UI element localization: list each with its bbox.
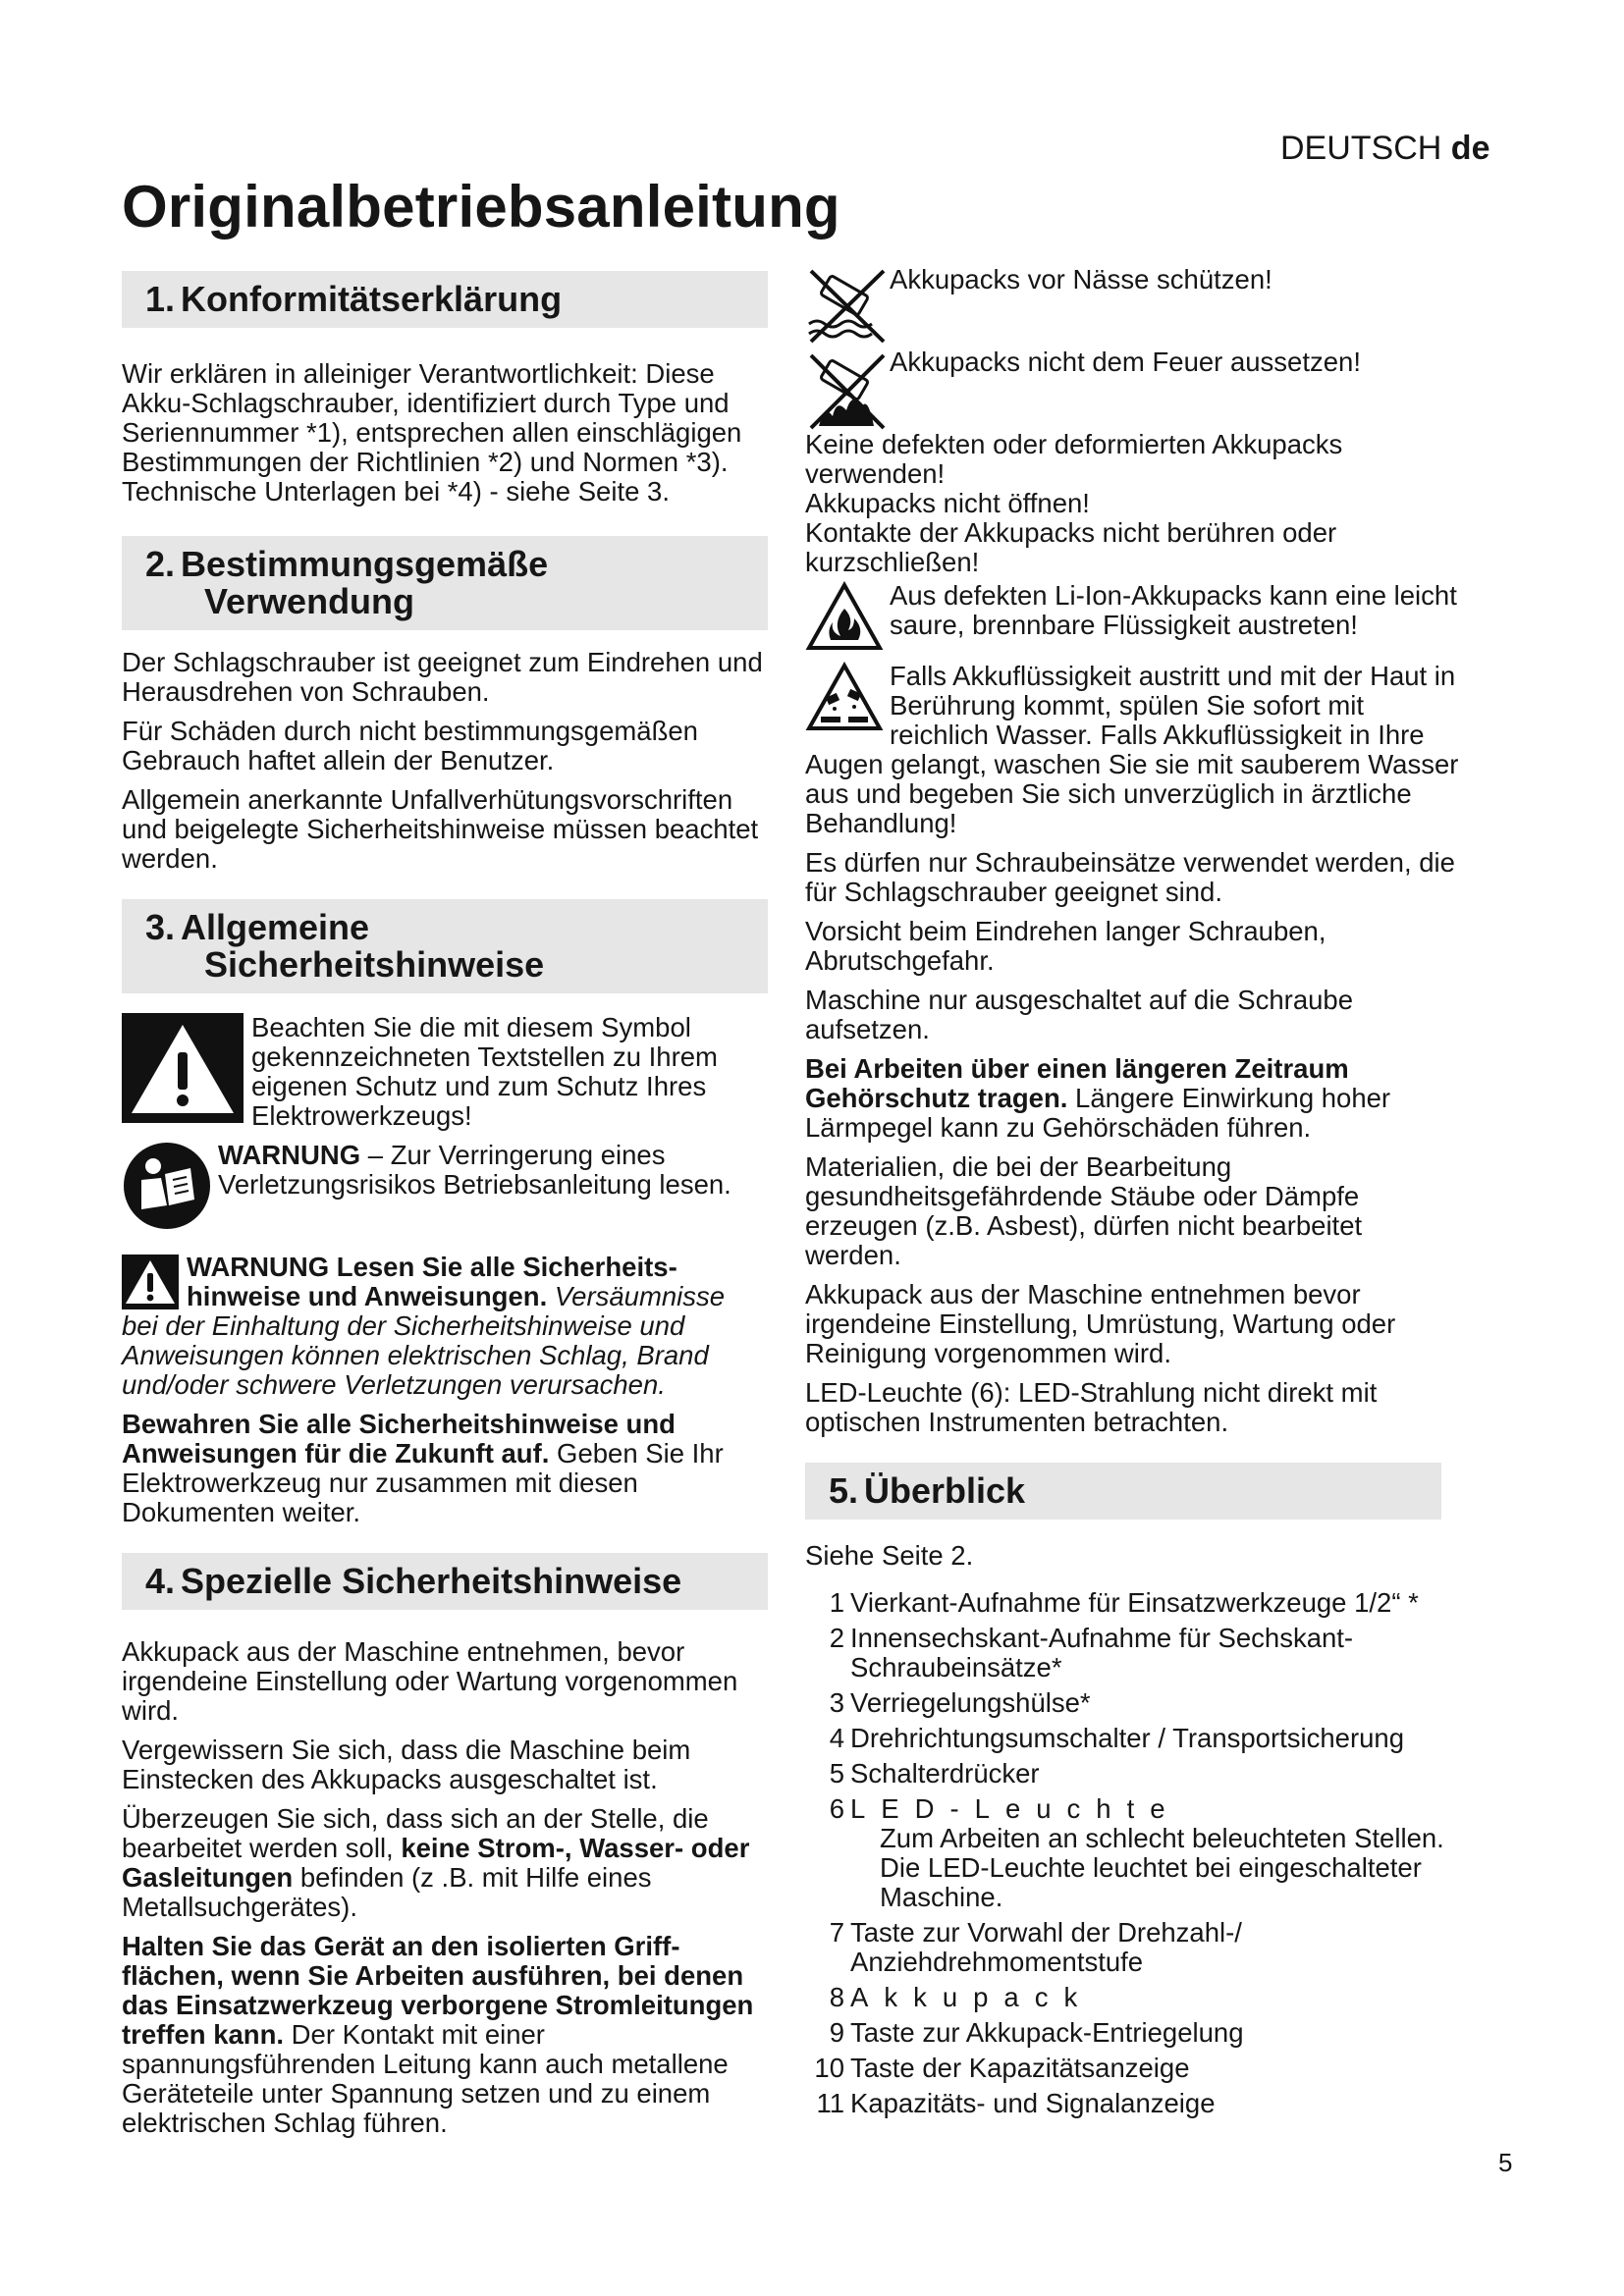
special-safety-text-4-detail: Der Kontakt mit einer spannungsführenden Leitung kann auch metallene Geräteteile unter Spannung setzen und zu einem elektrischen Schlag führen. xyxy=(122,2019,729,2138)
section-title-line2: Verwendung xyxy=(204,581,415,621)
left-column xyxy=(122,271,768,2138)
item-text: Schalterdrücker xyxy=(850,1758,1040,1789)
no-fire-text: Akkupacks nicht dem Feuer aussetzen! xyxy=(890,347,1361,377)
overview-see-page: Siehe Seite 2. xyxy=(805,1540,974,1571)
read-manual-detail: – Zur Verringerung eines Verletzungsrisikos Betriebsanleitung lesen. xyxy=(218,1140,731,1200)
list-item xyxy=(805,1588,1465,1618)
item-number: 6 xyxy=(829,1793,844,1824)
section-number: 2. xyxy=(145,544,176,584)
do-not-open-text: Akkupacks nicht öffnen! xyxy=(805,488,1090,518)
language-label xyxy=(1280,130,1489,168)
intended-use-text-1: Der Schlagschrauber ist geeignet zum Eindrehen und Herausdrehen von Schrauben. xyxy=(122,647,763,707)
liion-fluid-text: Aus defekten Li-Ion-Akkupacks kann eine leicht saure, brennbare Flüssigkeit austreten! xyxy=(890,580,1457,640)
item-number: 1 xyxy=(829,1587,844,1618)
list-item xyxy=(805,2054,1465,2083)
remove-battery-text: Akkupack aus der Maschine entnehmen bevor irgendeine Einstellung, Umrüstung, Wartung oder Reinigung vorgenommen wird. xyxy=(805,1279,1396,1368)
item-text: Vierkant-Aufnahme für Einsatzwerkzeuge 1/2“ * xyxy=(850,1587,1419,1618)
general-warning-italic: Versäumnisse bei der Einhaltung der Sicherheitshinweise und Anweisungen können elektrischen Schlag, Brand und/oder schwere Verletzungen verursachen. xyxy=(122,1281,726,1400)
item-text-block xyxy=(850,1794,1465,1912)
list-item xyxy=(805,1794,1465,1912)
general-warning-block xyxy=(122,1253,768,1400)
hearing-protection-bold: Bei Arbeiten über einen längeren Zeitraum Gehörschutz tragen. xyxy=(805,1053,1349,1113)
section-title: Überblick xyxy=(864,1470,1026,1511)
item-text: Taste zur Akkupack-Entriegelung xyxy=(850,2017,1244,2048)
no-water-row xyxy=(805,263,1465,346)
section-title: Konformitätserklärung xyxy=(181,279,563,319)
switched-off-text: Maschine nur ausgeschaltet auf die Schraube aufsetzen. xyxy=(805,985,1353,1044)
item-number: 11 xyxy=(816,2088,844,2118)
conformity-text: Wir erklären in alleiniger Verantwortlichkeit: Diese Akku-Schlagschrauber, identifiziert durch Type und Seriennummer *1), entsprechen allen einschlägigen Bestimmungen der Richtlinien *2) und Normen *3). Technische Unterlagen bei *4) - siehe Seite 3. xyxy=(122,358,742,507)
special-safety-text-3-bold: keine Strom-, Wasser- oder Gasleitungen xyxy=(122,1833,750,1893)
general-warning-text xyxy=(122,1253,768,1400)
no-fire-icon xyxy=(805,349,890,432)
no-water-icon xyxy=(805,263,890,346)
section-number: 4. xyxy=(145,1561,176,1601)
list-item xyxy=(805,2018,1465,2048)
led-warning-text: LED-Leuchte (6): LED-Strahlung nicht direkt mit optischen Instrumenten betrachten. xyxy=(805,1377,1378,1437)
list-item xyxy=(805,2089,1465,2118)
warning-label: WARNUNG xyxy=(218,1140,361,1170)
dust-text: Materialien, die bei der Bearbeitung gesundheitsgefährdende Stäube oder Dämpfe erzeugen (z.B. Asbest), dürfen nicht bearbeitet werden. xyxy=(805,1151,1363,1270)
page-number: 5 xyxy=(1498,2148,1513,2177)
intended-use-text-3: Allgemein anerkannte Unfallverhütungsvorschriften und beigelegte Sicherheitshinweise müssen beachtet werden. xyxy=(122,784,759,874)
item-number: 7 xyxy=(829,1917,844,1948)
read-manual-icon xyxy=(122,1141,212,1231)
item-text: Verriegelungshülse* xyxy=(850,1687,1091,1718)
fluid-contact-text xyxy=(805,662,1465,838)
item-detail: Zum Arbeiten an schlecht beleuchteten Stellen. Die LED-Leuchte leuchtet bei eingeschalteter Maschine. xyxy=(880,1823,1444,1912)
item-text: Taste zur Vorwahl der Drehzahl-/ Anziehdrehmomentstufe xyxy=(850,1917,1242,1977)
item-text: Drehrichtungsumschalter / Transportsicherung xyxy=(850,1723,1405,1753)
list-item xyxy=(805,1688,1465,1718)
flammable-icon xyxy=(805,581,890,656)
item-text: Kapazitäts- und Signalanzeige xyxy=(850,2088,1216,2118)
item-text: LED-Leuchte xyxy=(850,1793,1181,1824)
hearing-protection-text xyxy=(805,1054,1465,1143)
section-number: 5. xyxy=(829,1470,859,1511)
section-5-heading xyxy=(805,1463,1441,1520)
right-column xyxy=(805,263,1465,2124)
section-2-heading xyxy=(122,536,768,630)
bits-text: Es dürfen nur Schraubeinsätze verwendet werden, die für Schlagschrauber geeignet sind. xyxy=(805,847,1455,907)
item-text: Akkupack xyxy=(850,1982,1094,2012)
special-safety-text-3a: Überzeugen Sie sich, dass sich an der Stelle, die bearbeitet werden soll, xyxy=(122,1803,709,1863)
item-number: 8 xyxy=(829,1982,844,2012)
hearing-protection-detail: Längere Einwirkung hoher Lärmpegel kann zu Gehörschäden führen. xyxy=(805,1083,1391,1143)
section-3-heading xyxy=(122,899,768,993)
special-safety-text-3b: befinden (z .B. mit Hilfe eines Metallsuchgerätes). xyxy=(122,1862,652,1922)
item-number: 10 xyxy=(814,2053,844,2083)
section-1-heading xyxy=(122,271,768,328)
read-manual-text xyxy=(218,1141,768,1200)
no-fire-row xyxy=(805,349,1465,432)
special-safety-text-3 xyxy=(122,1804,768,1922)
section-number: 3. xyxy=(145,907,176,947)
read-manual-row xyxy=(122,1141,768,1231)
corrosive-icon xyxy=(805,662,890,736)
section-title-line2: Sicherheitshinweise xyxy=(204,944,545,985)
special-safety-text-1: Akkupack aus der Maschine entnehmen, bevor irgendeine Einstellung oder Wartung vorgenommen wird. xyxy=(122,1636,738,1726)
language-code: de xyxy=(1450,130,1490,167)
keep-instructions-bold: Bewahren Sie alle Sicherheitshinweise und Anweisungen für die Zukunft auf. xyxy=(122,1409,676,1468)
keep-instructions-text xyxy=(122,1410,768,1527)
list-item xyxy=(805,1918,1465,1977)
item-number: 4 xyxy=(829,1723,844,1753)
warning-triangle-icon xyxy=(122,1013,244,1123)
fluid-contact-block xyxy=(805,662,1465,838)
item-number: 9 xyxy=(829,2017,844,2048)
section-number: 1. xyxy=(145,279,176,319)
item-number: 2 xyxy=(829,1623,844,1653)
list-item xyxy=(805,1624,1465,1682)
list-item xyxy=(805,1759,1465,1789)
item-text: Taste der Kapazitätsanzeige xyxy=(850,2053,1190,2083)
section-4-heading xyxy=(122,1553,768,1610)
list-item xyxy=(805,1983,1465,2012)
fluid-contact-detail: Falls Akkuflüssigkeit austritt und mit der Haut in Berührung kommt, spülen Sie sofort mit reichlich Wasser. Falls Akkuflüssigkeit in Ihre Augen gelangt, waschen Sie sie mit sauberem Wasser aus und begeben Sie sich unverzüglich in ärztliche Behandlung! xyxy=(805,661,1459,838)
item-text: Innensechskant-Aufnahme für Sechskant-Schraubeinsätze* xyxy=(850,1623,1354,1682)
section-title: Spezielle Sicherheitshinweise xyxy=(181,1561,682,1601)
flammable-row xyxy=(805,581,1465,656)
contacts-text: Kontakte der Akkupacks nicht berühren oder kurzschließen! xyxy=(805,517,1337,577)
document-title: Originalbetriebsanleitung xyxy=(122,174,840,240)
warning-small-icon xyxy=(122,1255,179,1309)
language-name: DEUTSCH xyxy=(1280,130,1442,167)
special-safety-text-4-bold: Halten Sie das Gerät an den isolierten Griff-flächen, wenn Sie Arbeiten ausführen, bei denen das Einsatzwerkzeug verborgene Stromleitungen treffen kann. xyxy=(122,1931,754,2050)
safety-symbol-row xyxy=(122,1013,768,1131)
caution-text: Vorsicht beim Eindrehen langer Schrauben, Abrutschgefahr. xyxy=(805,916,1326,976)
safety-symbol-text: Beachten Sie die mit diesem Symbol gekennzeichneten Textstellen zu Ihrem eigenen Schutz und zum Schutz Ihres Elektrowerkzeugs! xyxy=(251,1012,718,1131)
item-number: 3 xyxy=(829,1687,844,1718)
special-safety-text-2: Vergewissern Sie sich, dass die Maschine beim Einstecken des Akkupacks ausgeschaltet ist. xyxy=(122,1735,691,1794)
section-title: Bestimmungsgemäße xyxy=(181,544,549,584)
intended-use-text-2: Für Schäden durch nicht bestimmungsgemäßen Gebrauch haftet allein der Benutzer. xyxy=(122,716,698,775)
list-item xyxy=(805,1724,1465,1753)
item-number: 5 xyxy=(829,1758,844,1789)
defect-text: Keine defekten oder deformierten Akkupacks verwenden! xyxy=(805,429,1343,489)
overview-list xyxy=(805,1588,1465,2118)
section-title: Allgemeine xyxy=(181,907,370,947)
keep-instructions-detail: Geben Sie Ihr Elektrowerkzeug nur zusammen mit diesen Dokumenten weiter. xyxy=(122,1438,724,1527)
no-water-text: Akkupacks vor Nässe schützen! xyxy=(890,264,1272,294)
general-warning-bold: WARNUNG Lesen Sie alle Sicherheits-hinweise und Anweisungen. xyxy=(187,1252,677,1311)
special-safety-text-4 xyxy=(122,1932,768,2138)
